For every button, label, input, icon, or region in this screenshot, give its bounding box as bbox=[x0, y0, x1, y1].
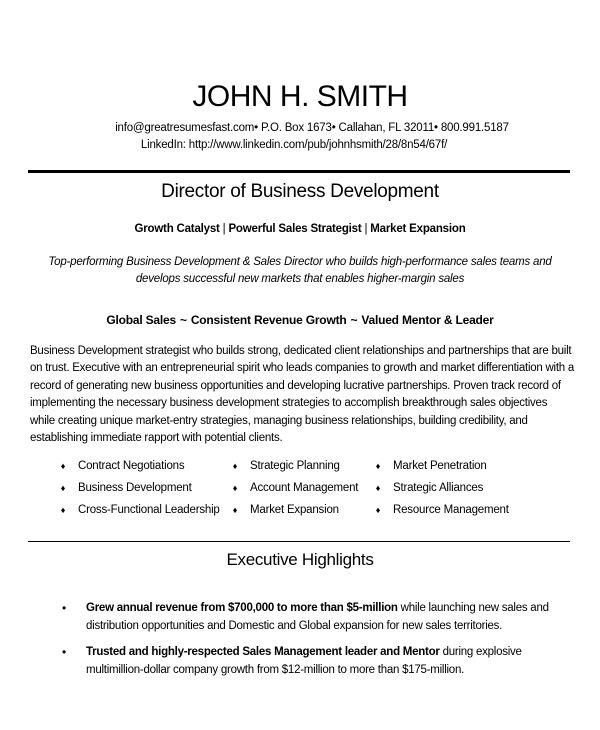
strength-item: Global Sales bbox=[106, 313, 176, 327]
section-divider bbox=[28, 541, 570, 542]
diamond-bullet-icon: ♦ bbox=[232, 461, 238, 471]
skill-label: Cross-Functional Leadership bbox=[78, 504, 220, 516]
strength-item: Consistent Revenue Growth bbox=[190, 313, 347, 327]
highlight-text bbox=[86, 600, 582, 635]
skill-label: Market Expansion bbox=[250, 504, 339, 516]
tagline-separator: | bbox=[364, 223, 368, 235]
skill-label: Strategic Planning bbox=[250, 460, 340, 472]
tagline-item: Growth Catalyst bbox=[134, 223, 220, 235]
highlight-bold: Trusted and highly-respected Sales Management leader and Mentor bbox=[86, 646, 440, 658]
diamond-bullet-icon: ♦ bbox=[375, 483, 381, 493]
summary-statement: Top-performing Business Development & Sales Director who builds high-performance sales teams and develops successful new markets that enables higher-margin sales bbox=[48, 256, 552, 285]
diamond-bullet-icon: ♦ bbox=[232, 505, 238, 515]
highlights-list bbox=[62, 600, 582, 688]
skill-label: Business Development bbox=[78, 482, 192, 494]
strength-separator: ~ bbox=[180, 313, 187, 327]
skill-item bbox=[230, 455, 373, 477]
tagline bbox=[0, 223, 600, 235]
linkedin-line: LinkedIn: http://www.linkedin.com/pub/johnhsmith/28/8n54/67f/ bbox=[140, 139, 448, 151]
strengths-line bbox=[0, 313, 600, 327]
diamond-bullet-icon: ♦ bbox=[60, 461, 66, 471]
header-divider bbox=[28, 170, 570, 173]
diamond-bullet-icon: ♦ bbox=[232, 483, 238, 493]
diamond-bullet-icon: ♦ bbox=[375, 505, 381, 515]
skill-label: Market Penetration bbox=[393, 460, 487, 472]
bullet-icon: • bbox=[62, 601, 66, 615]
candidate-name: JOHN H. SMITH bbox=[192, 80, 408, 113]
bullet-icon: • bbox=[62, 645, 66, 659]
highlight-item bbox=[62, 644, 582, 679]
diamond-bullet-icon: ♦ bbox=[60, 483, 66, 493]
highlight-text bbox=[86, 644, 582, 679]
highlight-rest: during explosive multimillion-dollar company growth from $12-million to more than $175-million. bbox=[86, 646, 522, 676]
skill-item bbox=[373, 499, 543, 521]
skill-item bbox=[230, 477, 373, 499]
skill-item bbox=[58, 477, 230, 499]
skill-item bbox=[373, 477, 543, 499]
skill-label: Resource Management bbox=[393, 504, 509, 516]
strength-separator: ~ bbox=[350, 313, 358, 327]
highlight-bold: Grew annual revenue from $700,000 to more than $5-million bbox=[86, 602, 398, 614]
profile-paragraph: Business Development strategist who builds strong, dedicated client relationships and partnerships that are built on trust. Executive with an entrepreneurial spirit who leads companies to growth and market differentiation with a record of generating new business opportunities and developing lucrative partnerships. Proven track record of implementing the necessary business development strategies to accomplish breakthrough sales objectives while creating unique market-entry strategies, managing business relationships, building credibility, and establishing immediate rapport with potential clients. bbox=[30, 345, 575, 445]
tagline-item: Market Expansion bbox=[370, 223, 466, 235]
skill-item bbox=[58, 499, 230, 521]
skill-label: Strategic Alliances bbox=[393, 482, 484, 494]
tagline-item: Powerful Sales Strategist bbox=[228, 223, 362, 235]
highlight-item bbox=[62, 600, 582, 635]
skill-label: Contract Negotiations bbox=[78, 460, 185, 472]
skill-item bbox=[373, 455, 543, 477]
skills-grid bbox=[58, 455, 578, 521]
section-title-highlights: Executive Highlights bbox=[226, 550, 374, 569]
highlight-rest: while launching new sales and distribution opportunities and Domestic and Global expansion for new sales territories. bbox=[86, 602, 549, 632]
skill-item bbox=[230, 499, 373, 521]
diamond-bullet-icon: ♦ bbox=[375, 461, 381, 471]
skill-item bbox=[58, 455, 230, 477]
diamond-bullet-icon: ♦ bbox=[60, 505, 66, 515]
strength-item: Valued Mentor & Leader bbox=[361, 313, 494, 327]
skill-label: Account Management bbox=[250, 482, 359, 494]
job-title: Director of Business Development bbox=[161, 181, 439, 202]
tagline-separator: | bbox=[222, 223, 226, 235]
contact-line: info@greatresumesfast.com• P.O. Box 1673• Callahan, FL 32011• 800.991.5187 bbox=[115, 122, 509, 134]
